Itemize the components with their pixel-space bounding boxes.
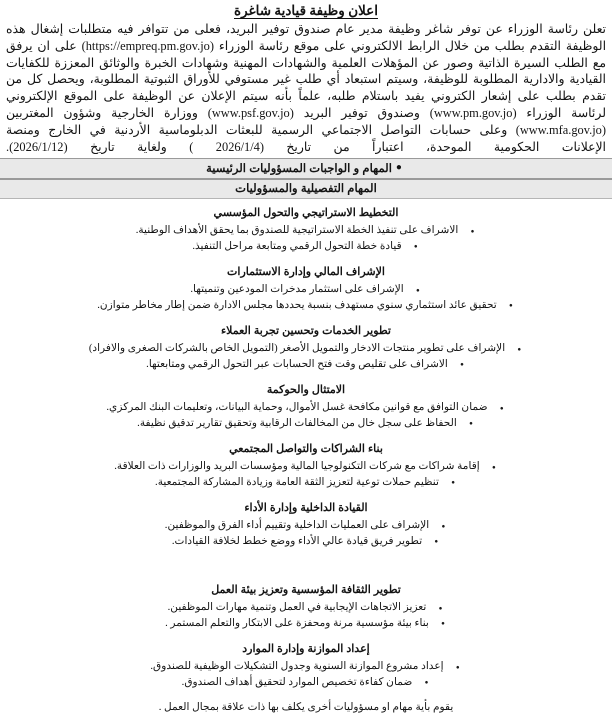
section-heading: الإشراف المالي وإدارة الاستثمارات	[227, 266, 385, 279]
section-heading: بناء الشراكات والتواصل المجتمعي	[229, 443, 383, 456]
list-item	[0, 224, 612, 239]
section-strategic-planning	[0, 206, 612, 254]
list-item-text: ● إعداد مشروع الموازنة السنوية وجدول التشكيلات الوظيفية للصندوق.	[150, 660, 461, 675]
section-service-development	[0, 324, 612, 372]
section-financial-supervision	[0, 265, 612, 313]
responsibilities-sections	[0, 206, 612, 716]
list-item-text: ● الاشراف على تقليص وقت فتح الحسابات عبر التحول الرقمي ومتابعتها.	[146, 358, 466, 373]
document-page	[0, 3, 612, 714]
list-item-text: ● تحقيق عائد استثماري سنوي مستهدف بنسبة يحددها مجلس الادارة ضمن إطار مخاطر متوازن.	[97, 299, 515, 314]
section-bullet-list	[0, 519, 612, 549]
section-bullet-list	[0, 660, 612, 690]
list-item	[0, 476, 612, 491]
section-heading: التخطيط الاستراتيجي والتحول المؤسسي	[213, 207, 399, 220]
list-item-text: ● بناء بيئة مؤسسية مرنة ومحفزة على الابتكار والتعلم المستمر .	[165, 617, 447, 632]
page-title-text: اعلان وظيفة قيادية شاغرة	[234, 3, 378, 18]
section-compliance-governance	[0, 383, 612, 431]
list-item	[0, 358, 612, 373]
list-item	[0, 660, 612, 675]
section-budget-resources	[0, 642, 612, 690]
list-item-text: ● قيادة خطة التحول الرقمي ومتابعة مراحل التنفيذ.	[192, 240, 419, 255]
list-item	[0, 417, 612, 432]
band-primary-label: المهام و الواجبات المسؤوليات الرئيسية	[206, 162, 392, 176]
section-organizational-culture	[0, 583, 612, 631]
section-bullet-list	[0, 283, 612, 313]
list-item	[0, 240, 612, 255]
list-item-text: ● الاشراف على تنفيذ الخطة الاستراتيجية للصندوق بما يحقق الأهداف الوطنية.	[136, 224, 477, 239]
list-item	[0, 519, 612, 534]
section-heading: الامتثال والحوكمة	[266, 384, 346, 397]
list-item	[0, 460, 612, 475]
page-title	[0, 3, 612, 19]
section-band-secondary	[0, 179, 612, 199]
list-item	[0, 676, 612, 691]
section-partnerships	[0, 442, 612, 490]
section-bullet-list	[0, 460, 612, 490]
section-heading: تطوير الخدمات وتحسين تجربة العملاء	[221, 325, 391, 338]
closing-statement: يقوم بأية مهام او مسؤوليات أخرى يكلف بها ذات علاقة بمجال العمل .	[158, 702, 454, 714]
list-item-text: ● ضمان التوافق مع قوانين مكافحة غسل الأموال، وحماية البيانات، وتعليمات البنك المركزي.	[106, 401, 505, 416]
list-item-text: ● ضمان كفاءة تخصيص الموارد لتحقيق أهداف الصندوق.	[182, 676, 431, 691]
list-item-text: ● الإشراف على العمليات الداخلية وتقييم أداء الفرق والموظفين.	[165, 519, 447, 534]
list-item-text: ● الإشراف على تطوير منتجات الادخار والتمويل الأصغر (التمويل الخاص بالشركات الصغرى والافراد)	[89, 342, 523, 357]
section-heading: القيادة الداخلية وإدارة الأداء	[244, 502, 368, 515]
list-item-text: ● تنظيم حملات توعية لتعزيز الثقة العامة وزيادة المشاركة المجتمعية.	[155, 476, 457, 491]
section-band-primary	[0, 158, 612, 179]
list-item	[0, 617, 612, 632]
list-item	[0, 401, 612, 416]
list-item-text: ● الإشراف على استثمار مدخرات المودعين وتنميتها.	[190, 283, 421, 298]
section-spacer	[0, 560, 612, 583]
list-item-text: ● تعزيز الاتجاهات الإيجابية في العمل وتنمية مهارات الموظفين.	[168, 601, 445, 616]
section-heading: إعداد الموازنة وإدارة الموارد	[242, 643, 370, 656]
list-item	[0, 299, 612, 314]
list-item-text: ● الحفاظ على سجل خال من المخالفات الرقابية وتحقيق تقارير تدقيق نظيفة.	[137, 417, 475, 432]
band-bullet-icon: ●	[395, 162, 402, 174]
band-secondary-label: المهام التفصيلية والمسؤوليات	[235, 182, 377, 196]
list-item-text: ● تطوير فريق قيادة عالي الأداء ووضع خطط لخلافة القيادات.	[172, 535, 440, 550]
section-bullet-list	[0, 342, 612, 372]
section-bullet-list	[0, 224, 612, 254]
list-item	[0, 535, 612, 550]
intro-paragraph: تعلن رئاسة الوزراء عن توفر شاغر وظيفة مدير عام صندوق توفير البريد، فعلى من تتوافر فيه متطلبات إشغال هذه الوظيفة التقدم بطلب من خلال الرابط الالكتروني على موقع رئاسة الوزراء (https://empreq.pm.gov.jo) على ان يرفق مع الطلب السيرة الذاتية وصور عن المؤهلات العلمية والشهادات المهنية وشهادات الخبرة والوثائق المعززة للكفايات القيادية والادارية المطلوبة للوظيفة، وسيتم استبعاد أي طلب غير مستوفي للأوراق الثبوتية المطلوبة، ويحصل كل من تقدم بطلب على إشعار الكتروني يفيد باستلام طلبه، علماً بأنه سيتم الإعلان عن الوظيفة على الموقع الإلكتروني لرئاسة الوزراء (www.pm.gov.jo) وصندوق توفير البريد (www.psf.gov.jo) ووزارة الخارجية وشؤون المغتربين (www.mfa.gov.jo) وعلى حسابات التواصل الاجتماعي الرسمية للبعثات الدبلوماسية الأردنية في الخارج ومنصة الإعلانات الحكومية الموحدة، اعتباراً من تاريخ (2026/1/4 ) ولغاية تاريخ (2026/1/12).	[6, 22, 607, 154]
list-item-text: ● إقامة شراكات مع شركات التكنولوجيا المالية ومؤسسات البريد والوزارات ذات العلاقة.	[114, 460, 497, 475]
list-item	[0, 283, 612, 298]
section-bullet-list	[0, 601, 612, 631]
section-internal-leadership	[0, 501, 612, 549]
section-heading: تطوير الثقافة المؤسسية وتعزيز بيئة العمل	[211, 584, 401, 597]
section-bullet-list	[0, 401, 612, 431]
list-item	[0, 342, 612, 357]
list-item	[0, 601, 612, 616]
